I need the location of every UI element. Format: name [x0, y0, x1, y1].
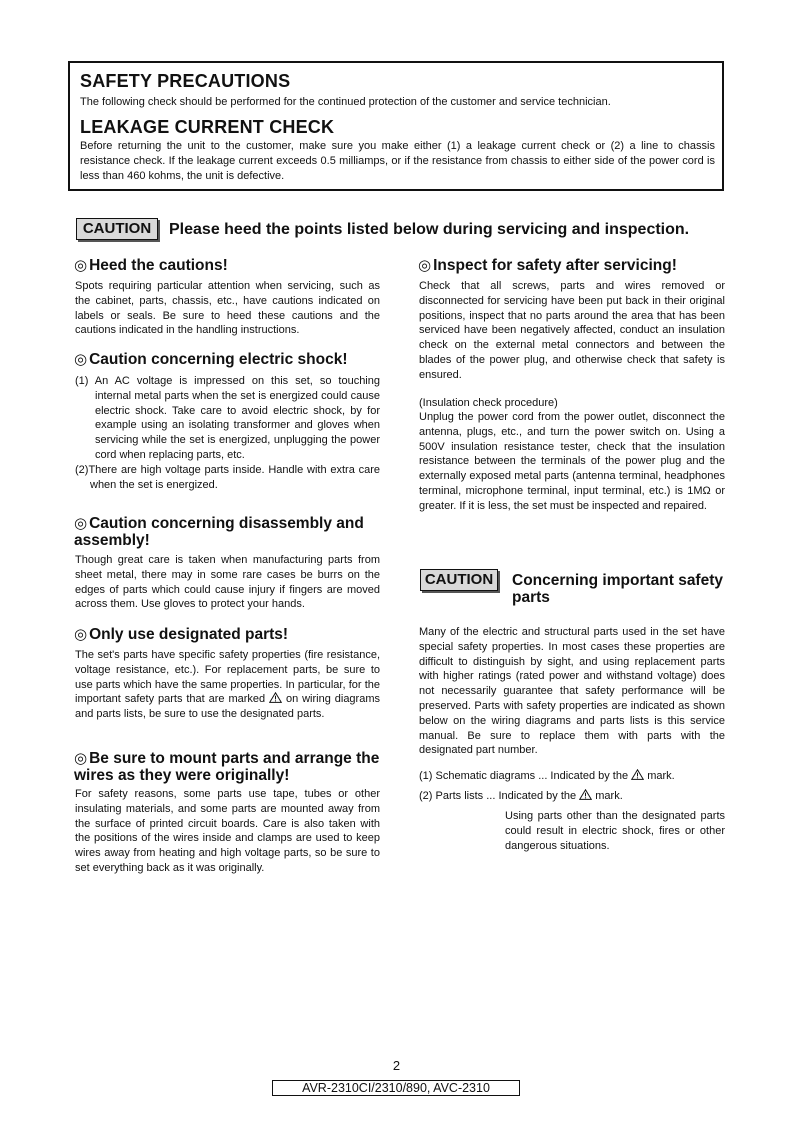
warning-triangle-icon [269, 692, 282, 703]
important-parts-heading: Concerning important safety parts [512, 572, 723, 606]
electric-shock-item-2: (2)There are high voltage parts inside. Handle with extra care when the set is energized. [75, 463, 380, 491]
disassembly-text: Though great care is taken when manufacturing parts from sheet metal, there may in some rare cases be burrs on the edges of parts which could cause injury if fingers are moved across them. Use gloves to protect your hands. [75, 554, 380, 611]
double-circle-icon: ◎ [74, 515, 88, 532]
double-circle-icon: ◎ [74, 257, 88, 274]
disassembly-heading: ◎ Caution concerning disassembly and assembly! [74, 515, 364, 549]
leakage-current-title: LEAKAGE CURRENT CHECK [80, 117, 335, 137]
double-circle-icon: ◎ [418, 257, 432, 274]
warning-triangle-icon [579, 789, 592, 800]
safety-precautions-box [68, 61, 724, 191]
designated-parts-text: The set's parts have specific safety properties (fire resistance, voltage resistance, etc.). For replacement parts, be sure to use parts which have the same properties. In particular, for the important safety parts that are marked on wiring diagrams and parts lists, be sure to use the designated parts. [75, 649, 380, 721]
parts-lists-item: (2) Parts lists ... Indicated by the mark. [419, 790, 623, 802]
insulation-procedure-text: Unplug the power cord from the power outlet, disconnect the antenna, plugs, etc., and turn the power switch on. Using a 500V insulation resistance tester, check that the insulation resistance between the terminals of the power plug and the externally exposed metal parts (antenna terminal, headphones terminal, microphone terminal, input terminal, etc.) is 1MΩ or greater. If it is less, the set must be inspected and repaired. [419, 411, 725, 512]
electric-shock-heading: ◎ Caution concerning electric shock! [74, 351, 348, 368]
model-number-label: AVR-2310CI/2310/890, AVC-2310 [272, 1080, 520, 1096]
mount-parts-heading: ◎ Be sure to mount parts and arrange the wires as they were originally! [74, 750, 380, 784]
inspect-safety-text: Check that all screws, parts and wires removed or disconnected for servicing have been put back in their original positions, inspect that no parts around the area that has been serviced have been negatively affected, conduct an insulation check on the external metal connectors and between the blades of the power plug, and otherwise check that safety is ensured. [419, 280, 725, 381]
warning-triangle-icon [631, 769, 644, 780]
electric-shock-text [75, 374, 380, 492]
mount-parts-text: For safety reasons, some parts use tape, tubes or other insulating materials, and some parts are mounted away from the surface of printed circuit boards. Care is also taken with the positions of the wires inside and clamps are used to keep wires away from heating and high voltage parts, so be sure to set everything back as it was originally. [75, 788, 380, 874]
page-number: 2 [392, 1058, 401, 1073]
electric-shock-item-1: (1) An AC voltage is impressed on this set, so touching internal metal parts when the set is energized could cause electric shock. Take care to avoid electric shock, by for example using an isolating transformer and gloves when servicing while the set is energized, unplugging the power cord when replacing parts, etc. [75, 375, 380, 461]
heed-cautions-text: Spots requiring particular attention when servicing, such as the cabinet, parts, chassis, etc., have cautions indicated on labels or seals. Be sure to heed these cautions and the cautions indicated in the handling instructions. [75, 280, 380, 337]
safety-precautions-title: SAFETY PRECAUTIONS [80, 71, 291, 91]
leakage-current-text: Before returning the unit to the customer, make sure you make either (1) a leakage current check or (2) a line to chassis resistance check. If the leakage current exceeds 0.5 milliamps, or if the resistance from chassis to either side of the power cord is less than 460 kohms, the unit is defective. [80, 140, 715, 182]
heed-cautions-heading: ◎ Heed the cautions! [74, 257, 228, 274]
caution-tag: CAUTION [76, 218, 158, 240]
insulation-procedure-title: (Insulation check procedure) [419, 397, 558, 409]
designated-parts-heading: ◎ Only use designated parts! [74, 626, 289, 643]
double-circle-icon: ◎ [74, 750, 88, 767]
safety-intro-text: The following check should be performed for the continued protection of the customer and service technician. [80, 96, 611, 108]
important-parts-caution-tag: CAUTION [420, 569, 498, 591]
important-parts-text: Many of the electric and structural parts used in the set have special safety properties. In most cases these properties are difficult to distinguish by sight, and using replacement parts with higher ratings (rated power and withstand voltage) does not necessarily guarantee that safety performance will be preserved. Parts with safety properties are indicated as shown below on the wiring diagrams and parts lists is this service manual. Be sure to replace them with parts with the designated part number. [419, 626, 725, 757]
double-circle-icon: ◎ [74, 626, 88, 643]
schematic-diagrams-item: (1) Schematic diagrams ... Indicated by the mark. [419, 770, 675, 782]
double-circle-icon: ◎ [74, 351, 88, 368]
caution-banner-text: Please heed the points listed below during servicing and inspection. [169, 221, 690, 238]
designated-parts-note: Using parts other than the designated parts could result in electric shock, fires or other dangerous situations. [505, 810, 725, 852]
inspect-safety-heading: ◎ Inspect for safety after servicing! [418, 257, 677, 274]
